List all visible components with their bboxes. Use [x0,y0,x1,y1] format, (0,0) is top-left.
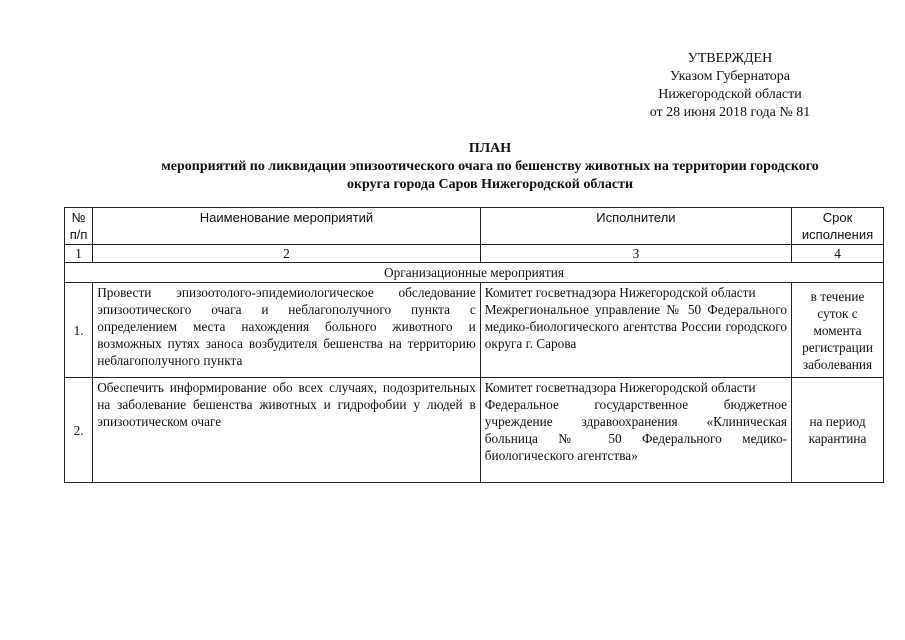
row-number: 1. [65,283,93,378]
measure-name: Обеспечить информирование обо всех случаях, подозрительных на заболевание бешенства животных и гидрофобии у людей в эпизоотическом очаге [93,378,481,483]
table-row [65,378,884,483]
section-row [65,263,884,283]
approval-date: от 28 июня 2018 года № 81 [649,105,811,120]
measure-name: Провести эпизоотолого-эпидемиологическое обследование эпизоотического очага и неблагополучного пункта с определением места нахождения больного животного и возможных путях заноса возбудителя бешенства на территорию неблагополучного пункта [93,283,481,378]
executors-cell [480,283,791,378]
table-header-row [65,208,884,245]
column-index: 2 [93,245,481,263]
section-title: Организационные мероприятия [65,263,884,283]
executor: Межрегиональное управление № 50 Федерального медико-биологического агентства России городского округа г. Сарова [484,302,788,351]
table-row [65,283,884,378]
approval-decree: Указом Губернатора [669,69,791,84]
approval-region: Нижегородской области [658,87,802,102]
plan-subtitle-line-2: округа города Саров Нижегородской области [346,177,634,192]
header-executors: Исполнители [480,208,791,245]
term-cell: в течение суток с момента регистрации заболевания [792,283,884,378]
header-term: Срок исполнения [792,208,884,245]
executor: Федеральное государственное бюджетное учреждение здравоохранения «Клиническая больница № 50 Федерального медико-биологического агентства» [484,397,788,463]
document-title [90,140,890,194]
header-name: Наименование мероприятий [93,208,481,245]
term-cell: на период карантина [792,378,884,483]
plan-table [64,207,884,483]
executor: Комитет госветнадзора Нижегородской области [484,285,756,300]
row-number: 2. [65,378,93,483]
column-index: 4 [792,245,884,263]
plan-subtitle-line-1: мероприятий по ликвидации эпизоотического очага по бешенству животных на территории городского [161,159,819,174]
executors-cell [480,378,791,483]
column-index: 3 [480,245,791,263]
column-index-row [65,245,884,263]
plan-heading: ПЛАН [468,141,512,156]
header-num: № п/п [65,208,93,245]
approval-status: УТВЕРЖДЕН [687,51,773,66]
column-index: 1 [65,245,93,263]
approval-block [600,50,860,122]
executor: Комитет госветнадзора Нижегородской области [484,380,756,395]
